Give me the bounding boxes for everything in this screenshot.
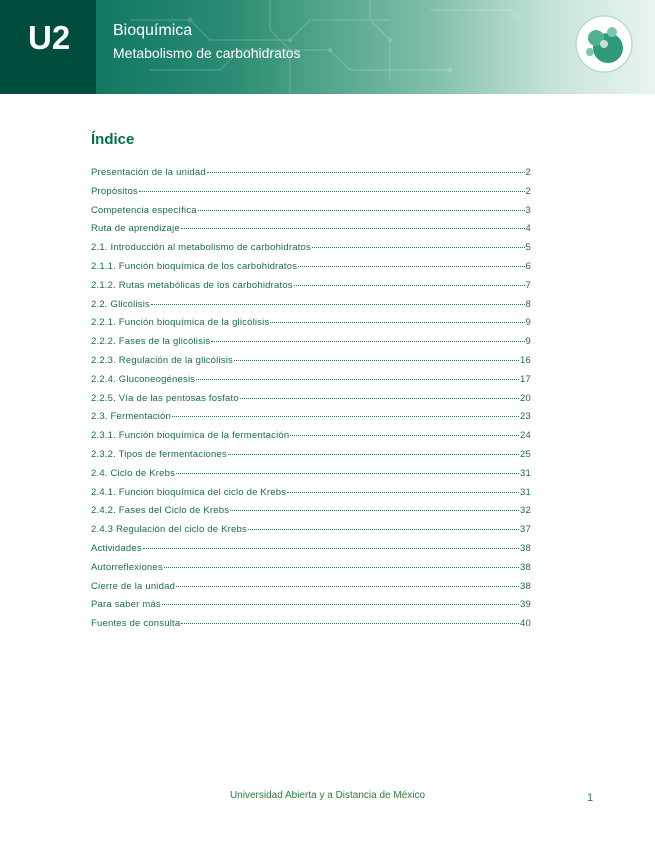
toc-entry-title: Propósitos	[91, 185, 138, 197]
toc-dot-leader	[164, 567, 519, 568]
toc-entry-page: 9	[525, 336, 531, 348]
toc-entry-page: 24	[520, 430, 531, 442]
toc-entry[interactable]	[91, 205, 531, 224]
toc-entry-page: 38	[520, 542, 531, 554]
toc-entry-page: 3	[525, 204, 531, 216]
toc-dot-leader	[181, 623, 519, 624]
toc-entry[interactable]	[91, 280, 531, 299]
toc-entry-page: 5	[525, 242, 531, 254]
page-header	[0, 0, 655, 94]
toc-entry[interactable]	[91, 336, 531, 355]
toc-entry-page: 16	[520, 354, 531, 366]
toc-entry-page: 25	[520, 448, 531, 460]
toc-entry-page: 37	[520, 524, 531, 536]
toc-entry-title: 2.2.2. Fases de la glicólisis	[91, 336, 211, 348]
toc-entry-title: Ruta de aprendizaje	[91, 223, 180, 235]
toc-entry-page: 32	[520, 505, 531, 517]
toc-entry-title: Cierre de la unidad	[91, 580, 176, 592]
toc-entry[interactable]	[91, 317, 531, 336]
toc-entry-title: 2.4.1. Función bioquímica del ciclo de Krebs	[91, 486, 287, 498]
toc-entry[interactable]	[91, 430, 531, 449]
toc-entry[interactable]	[91, 449, 531, 468]
molecule-logo-icon	[574, 14, 634, 74]
toc-entry[interactable]	[91, 223, 531, 242]
toc-entry[interactable]	[91, 374, 531, 393]
toc-dot-leader	[172, 416, 519, 417]
toc-dot-leader	[181, 228, 525, 229]
subject-title: Bioquímica	[113, 22, 193, 39]
toc-entry-page: 38	[520, 580, 531, 592]
toc-entry[interactable]	[91, 562, 531, 581]
toc-entry-page: 2	[525, 167, 531, 178]
toc-entry[interactable]	[91, 261, 531, 280]
table-of-contents	[91, 167, 531, 637]
toc-dot-leader	[228, 454, 519, 455]
toc-entry-page: 6	[525, 260, 531, 272]
toc-entry-page: 39	[520, 599, 531, 611]
toc-entry-title: 2.2. Glicólisis	[91, 298, 150, 310]
toc-entry[interactable]	[91, 524, 531, 543]
toc-entry-title: 2.1. Introducción al metabolismo de carbohidratos	[91, 242, 311, 254]
toc-dot-leader	[312, 247, 525, 248]
toc-entry[interactable]	[91, 543, 531, 562]
toc-dot-leader	[176, 586, 519, 587]
toc-entry-title: Autorreflexiones	[91, 561, 163, 573]
toc-entry-title: 2.2.4. Gluconeogénesis	[91, 373, 196, 385]
toc-dot-leader	[298, 266, 524, 267]
toc-entry-title: 2.3.2. Tipos de fermentaciones	[91, 448, 227, 460]
toc-entry-title: Presentación de la unidad	[91, 167, 206, 178]
toc-entry-page: 4	[525, 223, 531, 235]
toc-entry[interactable]	[91, 299, 531, 318]
toc-entry[interactable]	[91, 468, 531, 487]
toc-dot-leader	[270, 322, 524, 323]
unit-code: U2	[28, 19, 71, 56]
toc-entry-title: 2.2.3. Regulación de la glicólisis	[91, 354, 233, 366]
toc-entry[interactable]	[91, 242, 531, 261]
toc-dot-leader	[234, 360, 519, 361]
toc-entry-page: 31	[520, 486, 531, 498]
toc-entry-title: 2.1.2. Rutas metabólicas de los carbohidratos	[91, 279, 293, 291]
toc-dot-leader	[248, 529, 519, 530]
toc-dot-leader	[230, 510, 519, 511]
toc-entry-title: 2.3.1. Función bioquímica de la fermentación	[91, 430, 290, 442]
toc-entry-page: 2	[525, 185, 531, 197]
footer-institution: Universidad Abierta y a Distancia de México	[229, 790, 426, 801]
toc-entry-title: 2.2.5. Vía de las pentosas fosfato	[91, 392, 239, 404]
toc-entry-title: Para saber más	[91, 599, 161, 611]
page-number: 1	[587, 792, 594, 804]
toc-entry-page: 20	[520, 392, 531, 404]
toc-dot-leader	[143, 548, 519, 549]
toc-entry[interactable]	[91, 581, 531, 600]
toc-dot-leader	[207, 172, 525, 173]
toc-dot-leader	[196, 379, 519, 380]
toc-entry-page: 40	[520, 618, 531, 630]
toc-entry-title: 2.1.1. Función bioquímica de los carbohidratos	[91, 260, 298, 272]
toc-dot-leader	[176, 473, 519, 474]
toc-entry-page: 23	[520, 411, 531, 423]
toc-entry[interactable]	[91, 186, 531, 205]
toc-entry[interactable]	[91, 167, 531, 186]
toc-entry-page: 38	[520, 561, 531, 573]
toc-entry-title: 2.4. Ciclo de Krebs	[91, 467, 176, 479]
toc-entry-title: 2.2.1. Función bioquímica de la glicólisis	[91, 317, 270, 329]
toc-dot-leader	[294, 285, 525, 286]
toc-entry[interactable]	[91, 355, 531, 374]
toc-dot-leader	[290, 435, 519, 436]
toc-dot-leader	[139, 191, 525, 192]
toc-entry[interactable]	[91, 505, 531, 524]
toc-entry-page: 31	[520, 467, 531, 479]
toc-dot-leader	[151, 304, 525, 305]
toc-dot-leader	[211, 341, 524, 342]
toc-dot-leader	[162, 604, 519, 605]
toc-entry-title: Competencia específica	[91, 204, 197, 216]
toc-entry-title: Fuentes de consulta	[91, 618, 181, 630]
toc-dot-leader	[198, 210, 525, 211]
index-heading: Índice	[91, 131, 135, 148]
toc-entry[interactable]	[91, 487, 531, 506]
toc-entry-page: 7	[525, 279, 531, 291]
toc-entry-title: 2.3. Fermentación	[91, 411, 171, 423]
toc-entry-page: 9	[525, 317, 531, 329]
toc-dot-leader	[287, 492, 519, 493]
toc-entry[interactable]	[91, 411, 531, 430]
unit-title: Metabolismo de carbohidratos	[113, 45, 301, 61]
toc-entry-page: 17	[520, 373, 531, 385]
toc-entry-title: 2.4.3 Regulación del ciclo de Krebs	[91, 524, 247, 536]
unit-badge	[0, 0, 96, 94]
toc-entry-title: 2.4.2. Fases del Ciclo de Krebs	[91, 505, 230, 517]
toc-entry[interactable]	[91, 393, 531, 412]
toc-entry-title: Actividades	[91, 542, 142, 554]
toc-entry[interactable]	[91, 618, 531, 637]
toc-entry[interactable]	[91, 599, 531, 618]
toc-entry-page: 8	[525, 298, 531, 310]
toc-dot-leader	[240, 398, 519, 399]
